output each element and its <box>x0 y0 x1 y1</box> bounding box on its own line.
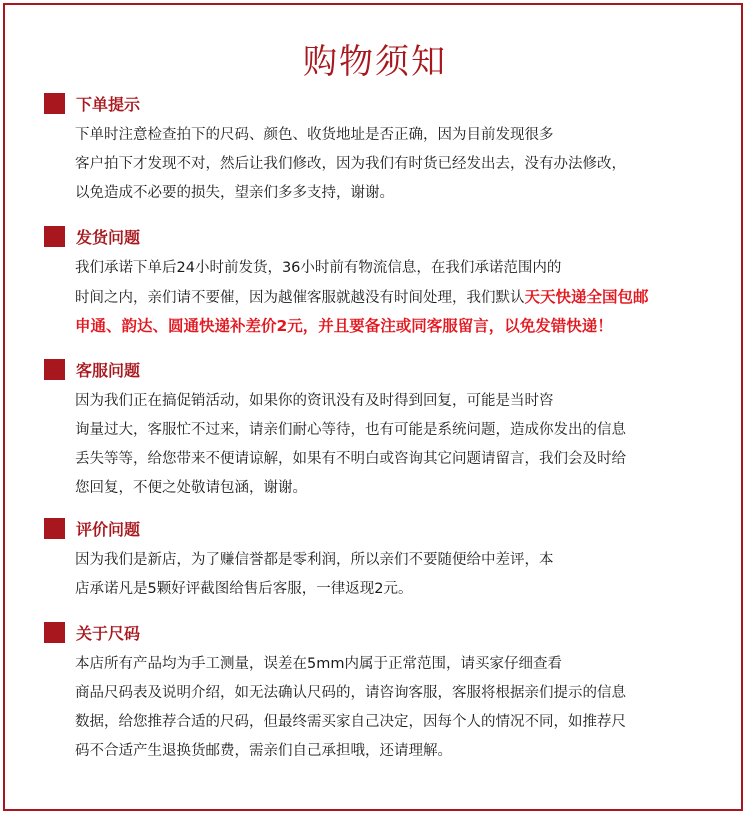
section-heading <box>44 516 744 540</box>
section-customer-service <box>44 357 744 503</box>
section-heading <box>44 91 744 115</box>
text-line: 因为我们是新店，为了赚信誉都是零利润，所以亲们不要随便给中差评，本 <box>75 552 554 568</box>
page-title: 购物须知 <box>303 42 447 82</box>
text-line: 客户拍下才发现不对，然后让我们修改，因为我们有时货已经发出去，没有办法修改， <box>75 156 626 172</box>
section-heading-text: 发货问题 <box>76 227 141 247</box>
text-line: 以免造成不必要的损失，望亲们多多支持，谢谢。 <box>75 185 394 201</box>
section-heading-text: 客服问题 <box>76 360 141 380</box>
text-line: 您回复，不便之处敬请包涵，谢谢。 <box>75 480 307 496</box>
text-plain: 时间之内，亲们请不要催，因为越催客服就越没有时间处理，我们默认 <box>75 290 525 306</box>
text-highlight-line: 申通、韵达、圆通快递补差价2元，并且要备注或同客服留言，以免发错快递！ <box>75 317 613 335</box>
text-line: 商品尺码表及说明介绍，如无法确认尺码的，请咨询客服，客服将根据亲们提示的信息 <box>75 685 626 701</box>
section-body <box>75 546 744 604</box>
section-heading-text: 下单提示 <box>76 94 141 114</box>
text-line: 店承诺凡是5颗好评截图给售后客服，一律返现2元。 <box>75 581 413 597</box>
section-body <box>75 254 744 341</box>
section-heading <box>44 620 744 644</box>
text-line: 下单时注意检查拍下的尺码、颜色、收货地址是否正确，因为目前发现很多 <box>75 127 554 143</box>
square-bullet-icon <box>44 622 65 643</box>
text-line <box>75 283 744 312</box>
section-body <box>75 387 744 503</box>
section-order-tips <box>44 91 744 208</box>
section-heading-text: 关于尺码 <box>76 623 141 643</box>
square-bullet-icon <box>44 226 65 247</box>
section-body <box>75 650 744 766</box>
text-line: 我们承诺下单后24小时前发货，36小时前有物流信息，在我们承诺范围内的 <box>75 260 562 276</box>
section-shipping <box>44 224 744 341</box>
text-line: 询量过大，客服忙不过来，请亲们耐心等待，也有可能是系统问题，造成你发出的信息 <box>75 422 626 438</box>
square-bullet-icon <box>44 518 65 539</box>
text-line: 码不合适产生退换货邮费，需亲们自己承担哦，还请理解。 <box>75 743 452 759</box>
square-bullet-icon <box>44 93 65 114</box>
text-highlight: 天天快递全国包邮 <box>524 288 649 306</box>
text-line: 本店所有产品均为手工测量，误差在5mm内属于正常范围，请买家仔细查看 <box>75 656 562 672</box>
text-line: 因为我们正在搞促销活动，如果你的资讯没有及时得到回复，可能是当时咨 <box>75 393 554 409</box>
section-reviews <box>44 516 744 604</box>
section-sizing <box>44 620 744 766</box>
text-line: 数据，给您推荐合适的尺码，但最终需买家自己决定，因每个人的情况不同，如推荐尺 <box>75 714 626 730</box>
text-line: 丢失等等，给您带来不便请谅解，如果有不明白或咨询其它问题请留言，我们会及时给 <box>75 451 626 467</box>
section-body <box>75 121 744 208</box>
square-bullet-icon <box>44 359 65 380</box>
section-heading <box>44 357 744 381</box>
section-heading-text: 评价问题 <box>76 519 141 539</box>
section-heading <box>44 224 744 248</box>
